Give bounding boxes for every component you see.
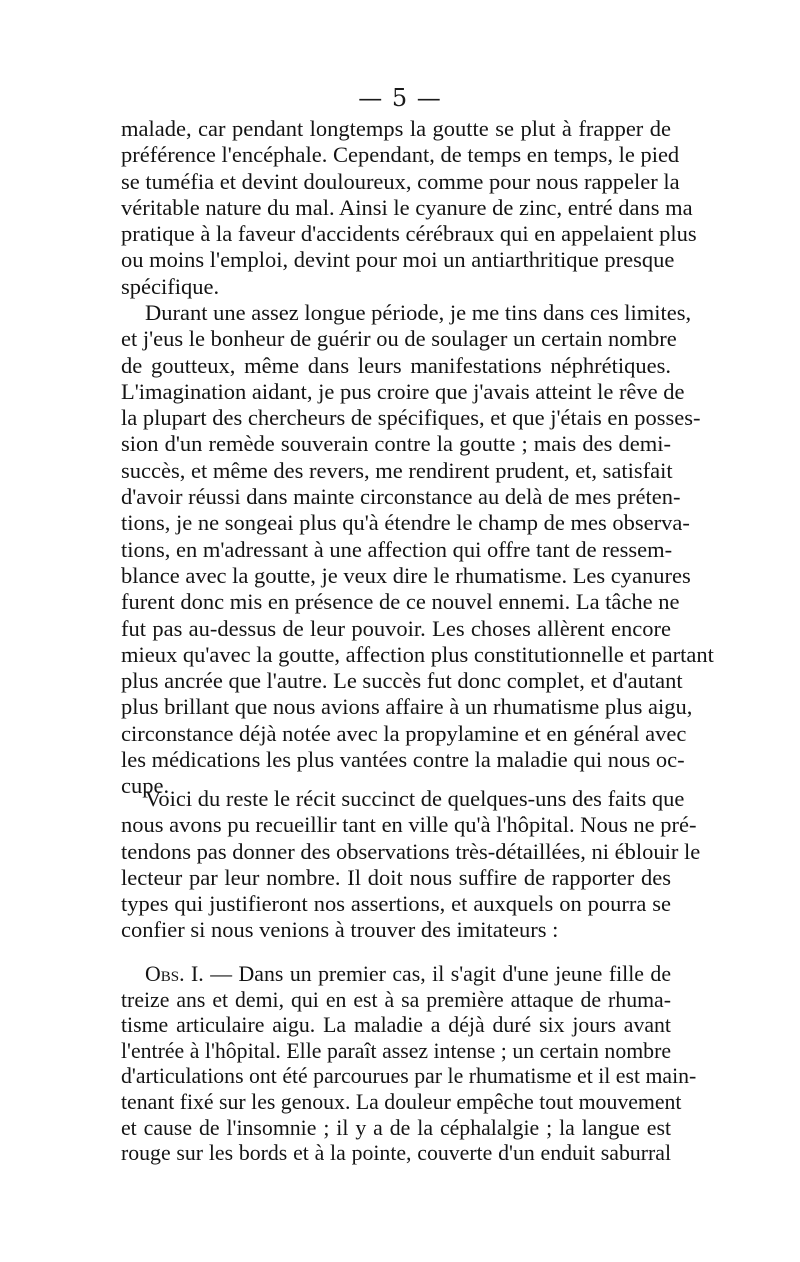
paragraph-2 [121,300,714,800]
text-line: de goutteux, même dans leurs manifestations néphrétiques. [121,352,671,378]
text-line: Durant une assez longue période, je me tins dans ces limites, [145,300,692,325]
text-line: succès, et même des revers, me rendirent prudent, et, satisfait [121,457,673,483]
text-line: tions, en m'adressant à une affection qui offre tant de ressem- [121,536,673,562]
text-line: blance avec la goutte, je veux dire le rhumatisme. Les cyanures [121,562,691,588]
text-line: la plupart des chercheurs de spécifiques, et que j'étais en posses- [121,405,701,431]
text-line: nous avons pu recueillir tant en ville qu'à l'hôpital. Nous ne pré- [121,812,697,838]
text-line: se tuméfia et devint douloureux, comme pour nous rappeler la [121,168,680,194]
observation-first-line: — Dans un premier cas, il s'agit d'une jeune fille de [203,962,672,986]
text-line: et j'eus le bonheur de guérir ou de soulager un certain nombre [121,326,677,352]
text-line: d'avoir réussi dans mainte circonstance au delà de mes préten- [121,484,681,510]
text-line: l'entrée à l'hôpital. Elle paraît assez intense ; un certain nombre [121,1038,671,1063]
observation-1 [121,962,697,1167]
text-line: tisme articulaire aigu. La maladie a déjà duré six jours avant [121,1013,671,1038]
text-line: tenant fixé sur les genoux. La douleur empêche tout mouvement [121,1089,682,1114]
text-line: véritable nature du mal. Ainsi le cyanure de zinc, entré dans ma [121,194,693,220]
text-line: fut pas au-dessus de leur pouvoir. Les choses allèrent encore [121,615,671,641]
text-line: tendons pas donner des observations très-détaillées, ni éblouir le [121,838,701,864]
text-line: préférence l'encéphale. Cependant, de temps en temps, le pied [121,142,680,168]
text-line: lecteur par leur nombre. Il doit nous suffire de rapporter des [121,864,671,890]
text-line: confier si nous venions à trouver des imitateurs : [121,917,559,943]
text-line: plus ancrée que l'autre. Le succès fut donc complet, et d'autant [121,668,683,694]
text-line: cupe. [121,773,170,799]
text-line: ou moins l'emploi, devint pour moi un antiarthritique presque [121,247,675,273]
text-line: tions, je ne songeai plus qu'à étendre le champ de mes observa- [121,510,690,536]
text-line: furent donc mis en présence de ce nouvel ennemi. La tâche ne [121,589,680,615]
text-line: L'imagination aidant, je pus croire que j'avais atteint le rêve de [121,378,685,404]
text-line: sion d'un remède souverain contre la goutte ; mais des demi- [121,431,671,457]
text-line: types qui justifieront nos assertions, et auxquels on pourra se [121,891,671,917]
text-line: et cause de l'insomnie ; il y a de la céphalalgie ; la langue est [121,1115,671,1140]
paragraph-3 [121,786,701,944]
paragraph-1 [121,116,697,300]
text-line: spécifique. [121,273,220,299]
text-line: circonstance déjà notée avec la propylamine et en général avec [121,720,687,746]
text-line: Voici du reste le récit succinct de quelques-uns des faits que [145,786,685,811]
text-line: d'articulations ont été parcourues par le rhumatisme et il est main- [121,1064,697,1089]
text-line: pratique à la faveur d'accidents cérébraux qui en appelaient plus [121,221,697,247]
page-number: — 5 — [358,84,442,112]
text-line: malade, car pendant longtemps la goutte se plut à frapper de [121,116,671,141]
text-line: treize ans et demi, qui en est à sa première attaque de rhuma- [121,987,671,1012]
observation-label: Obs. I. [145,962,204,986]
text-line: plus brillant que nous avions affaire à un rhumatisme plus aigu, [121,694,693,720]
text-line [121,962,671,988]
text-line: les médications les plus vantées contre la maladie qui nous oc- [121,747,685,773]
text-line: mieux qu'avec la goutte, affection plus constitutionnelle et partant [121,641,714,667]
text-line: rouge sur les bords et à la pointe, couverte d'un enduit saburral [121,1141,671,1166]
